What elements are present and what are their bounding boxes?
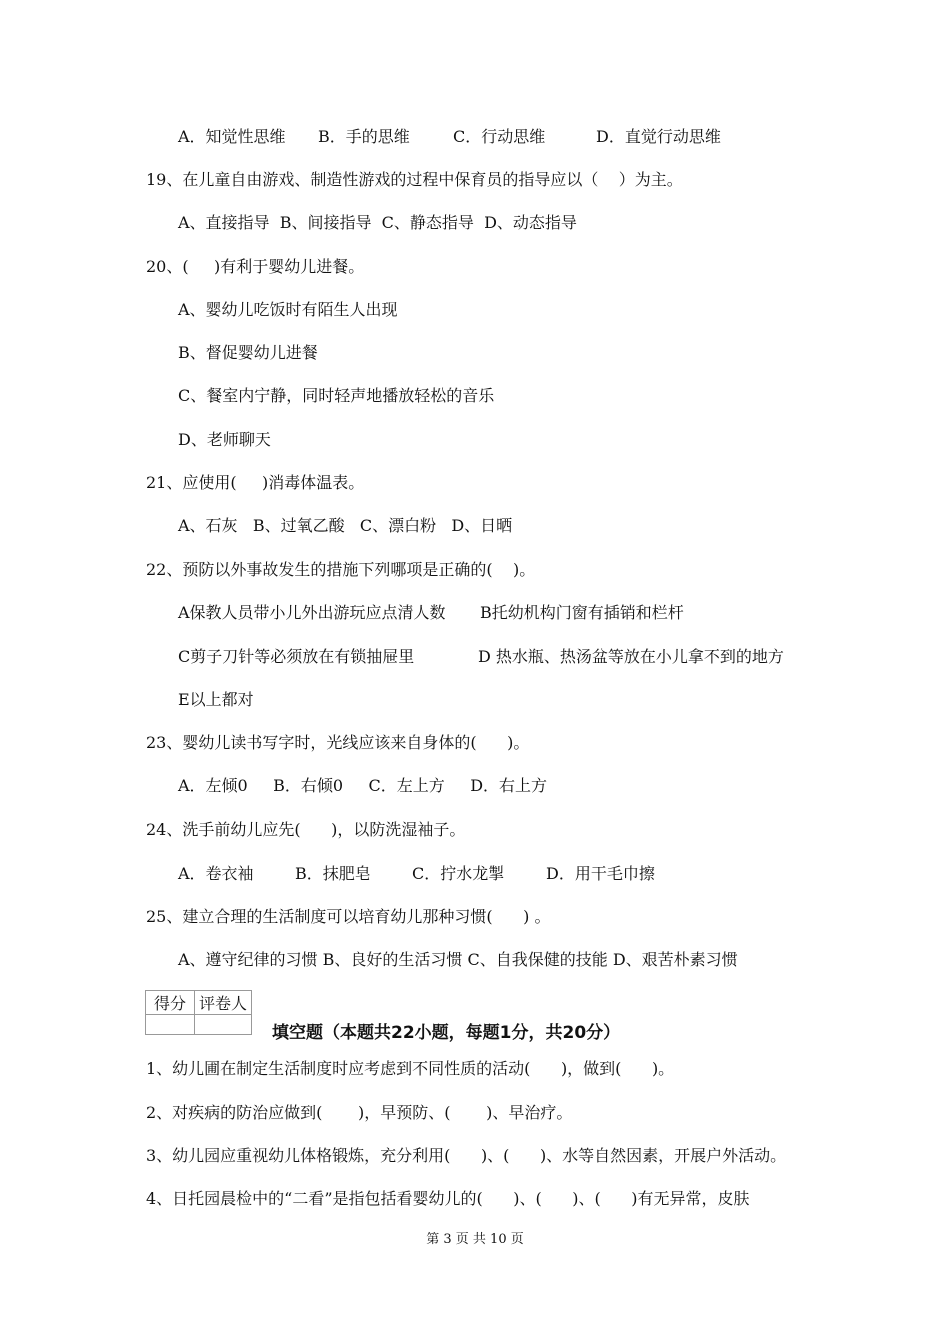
section-title: 填空题（本题共22小题，每题1分，共20分） [272, 1023, 621, 1043]
q20-option-c: C、餐室内宁静，同时轻声地播放轻松的音乐 [178, 386, 495, 405]
score-cell [146, 1015, 195, 1035]
grader-label: 评卷人 [195, 991, 252, 1015]
q22-option-a: A保教人员带小儿外出游玩应点清人数 [178, 603, 446, 622]
q25-options: A、遵守纪律的习惯 B、良好的生活习惯 C、自我保健的技能 D、艰苦朴素习惯 [178, 950, 738, 969]
q18-option-d: D．直觉行动思维 [596, 127, 721, 146]
page-footer: 第 3 页 共 10 页 [426, 1232, 524, 1247]
q21-options: A、石灰 B、过氧乙酸 C、漂白粉 D、日晒 [178, 516, 513, 535]
q20-option-b: B、督促婴幼儿进餐 [178, 343, 318, 362]
q21-stem: 21、应使用( )消毒体温表。 [146, 473, 365, 492]
fill-question-2: 2、对疾病的防治应做到( )，早预防、( )、早治疗。 [146, 1103, 573, 1122]
q19-stem: 19、在儿童自由游戏、制造性游戏的过程中保育员的指导应以（ ）为主。 [146, 170, 683, 189]
q18-option-c: C．行动思维 [453, 127, 546, 146]
q20-option-d: D、老师聊天 [178, 430, 271, 449]
q24-option-c: C．拧水龙掣 [412, 864, 505, 883]
score-label: 得分 [146, 991, 195, 1015]
q22-option-b: B托幼机构门窗有插销和栏杆 [480, 603, 684, 622]
q22-option-e: E以上都对 [178, 690, 254, 709]
score-box [145, 990, 252, 1035]
q24-option-b: B．抹肥皂 [295, 864, 371, 883]
q25-stem: 25、建立合理的生活制度可以培育幼儿那种习惯( ) 。 [146, 907, 551, 926]
fill-question-3: 3、幼儿园应重视幼儿体格锻炼，充分利用( )、( )、水等自然因素，开展户外活动。 [146, 1146, 787, 1165]
q20-option-a: A、婴幼儿吃饭时有陌生人出现 [178, 300, 398, 319]
q18-option-a: A．知觉性思维 [178, 127, 286, 146]
q24-option-d: D．用干毛巾擦 [546, 864, 655, 883]
fill-question-1: 1、幼儿圃在制定生活制度时应考虑到不同性质的活动( )，做到( )。 [146, 1059, 675, 1078]
q24-stem: 24、洗手前幼儿应先( )，以防洗湿袖子。 [146, 820, 466, 839]
fill-question-4: 4、日托园晨检中的“二看”是指包括看婴幼儿的( )、( )、( )有无异常，皮肤 [146, 1189, 750, 1208]
grader-cell [195, 1015, 252, 1035]
q22-stem: 22、预防以外事故发生的措施下列哪项是正确的( )。 [146, 560, 536, 579]
q19-options: A、直接指导 B、间接指导 C、静态指导 D、动态指导 [178, 213, 577, 232]
q20-stem: 20、( )有利于婴幼儿进餐。 [146, 257, 365, 276]
q18-option-b: B．手的思维 [318, 127, 410, 146]
q23-stem: 23、婴幼儿读书写字时，光线应该来自身体的( )。 [146, 733, 530, 752]
q24-option-a: A．卷衣袖 [178, 864, 254, 883]
q23-options: A．左倾0 B．右倾0 C．左上方 D．右上方 [178, 776, 548, 795]
q22-option-d: D 热水瓶、热汤盆等放在小儿拿不到的地方 [478, 647, 784, 666]
q22-option-c: C剪子刀针等必须放在有锁抽屉里 [178, 647, 415, 666]
